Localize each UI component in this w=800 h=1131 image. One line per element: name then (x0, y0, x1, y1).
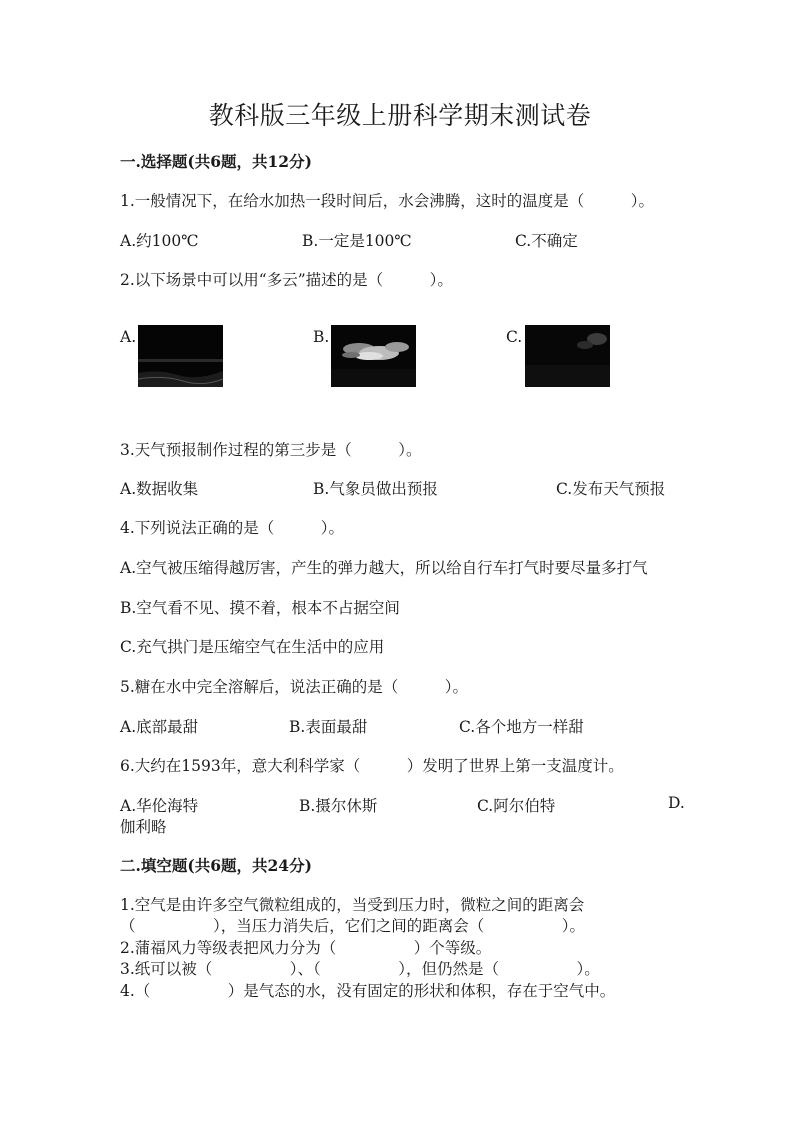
question-2-stem: 2.以下场景中可以用“多云”描述的是（ ）。 (120, 271, 453, 289)
question-3-stem: 3.天气预报制作过程的第三步是（ ）。 (120, 441, 422, 459)
question-6-option-a: A.华伦海特 (120, 797, 199, 815)
question-5-option-b: B.表面最甜 (289, 718, 368, 736)
page-title: 教科版三年级上册科学期末测试卷 (208, 101, 592, 130)
question-2-option-a-label: A. (120, 328, 137, 346)
question-4-option-b: B.空气看不见、摸不着，根本不占据空间 (120, 599, 400, 617)
question-2-option-c-label: C. (506, 328, 523, 346)
question-3-option-a: A.数据收集 (120, 480, 199, 498)
question-5-option-a: A.底部最甜 (120, 718, 199, 736)
question-3-option-c: C.发布天气预报 (556, 480, 666, 498)
section-heading-fill: 二.填空题(共6题，共24分) (120, 856, 312, 875)
question-6-option-d-letter: D. (668, 794, 685, 812)
question-1-option-b: B.一定是100℃ (302, 232, 412, 250)
question-5-stem: 5.糖在水中完全溶解后，说法正确的是（ ）。 (120, 678, 469, 696)
section-heading-choice: 一.选择题(共6题，共12分) (120, 152, 312, 171)
question-5-option-c: C.各个地方一样甜 (459, 718, 584, 736)
question-2-option-b-image (331, 325, 416, 387)
fill-question-1-line-2: （ ），当压力消失后，它们之间的距离会（ ）。 (120, 917, 586, 935)
fill-question-1-line-1: 1.空气是由许多空气微粒组成的，当受到压力时，微粒之间的距离会 (120, 896, 585, 914)
question-6-option-c: C.阿尔伯特 (477, 797, 556, 815)
question-2-option-c-image (525, 325, 610, 387)
question-6-option-d-text: 伽利略 (120, 818, 167, 836)
fill-question-3: 3.纸可以被（ ）、（ ），但仍然是（ ）。 (120, 960, 600, 978)
question-3-option-b: B.气象员做出预报 (313, 480, 438, 498)
question-2-option-a-image (138, 325, 223, 387)
question-4-option-a: A.空气被压缩得越厉害，产生的弹力越大，所以给自行车打气时要尽量多打气 (120, 559, 648, 577)
question-4-stem: 4.下列说法正确的是（ ）。 (120, 519, 345, 537)
question-4-option-c: C.充气拱门是压缩空气在生活中的应用 (120, 638, 385, 656)
question-6-option-b: B.摄尔休斯 (299, 797, 378, 815)
question-2-option-b-label: B. (313, 328, 330, 346)
question-1-stem: 1.一般情况下，在给水加热一段时间后，水会沸腾，这时的温度是（ ）。 (120, 192, 655, 210)
question-6-stem: 6.大约在1593年，意大利科学家（ ）发明了世界上第一支温度计。 (120, 757, 624, 775)
fill-question-2: 2.蒲福风力等级表把风力分为（ ）个等级。 (120, 939, 492, 957)
fill-question-4: 4.（ ）是气态的水，没有固定的形状和体积，存在于空气中。 (120, 982, 616, 1000)
question-1-option-c: C.不确定 (515, 232, 578, 250)
question-1-option-a: A.约100℃ (120, 232, 199, 250)
